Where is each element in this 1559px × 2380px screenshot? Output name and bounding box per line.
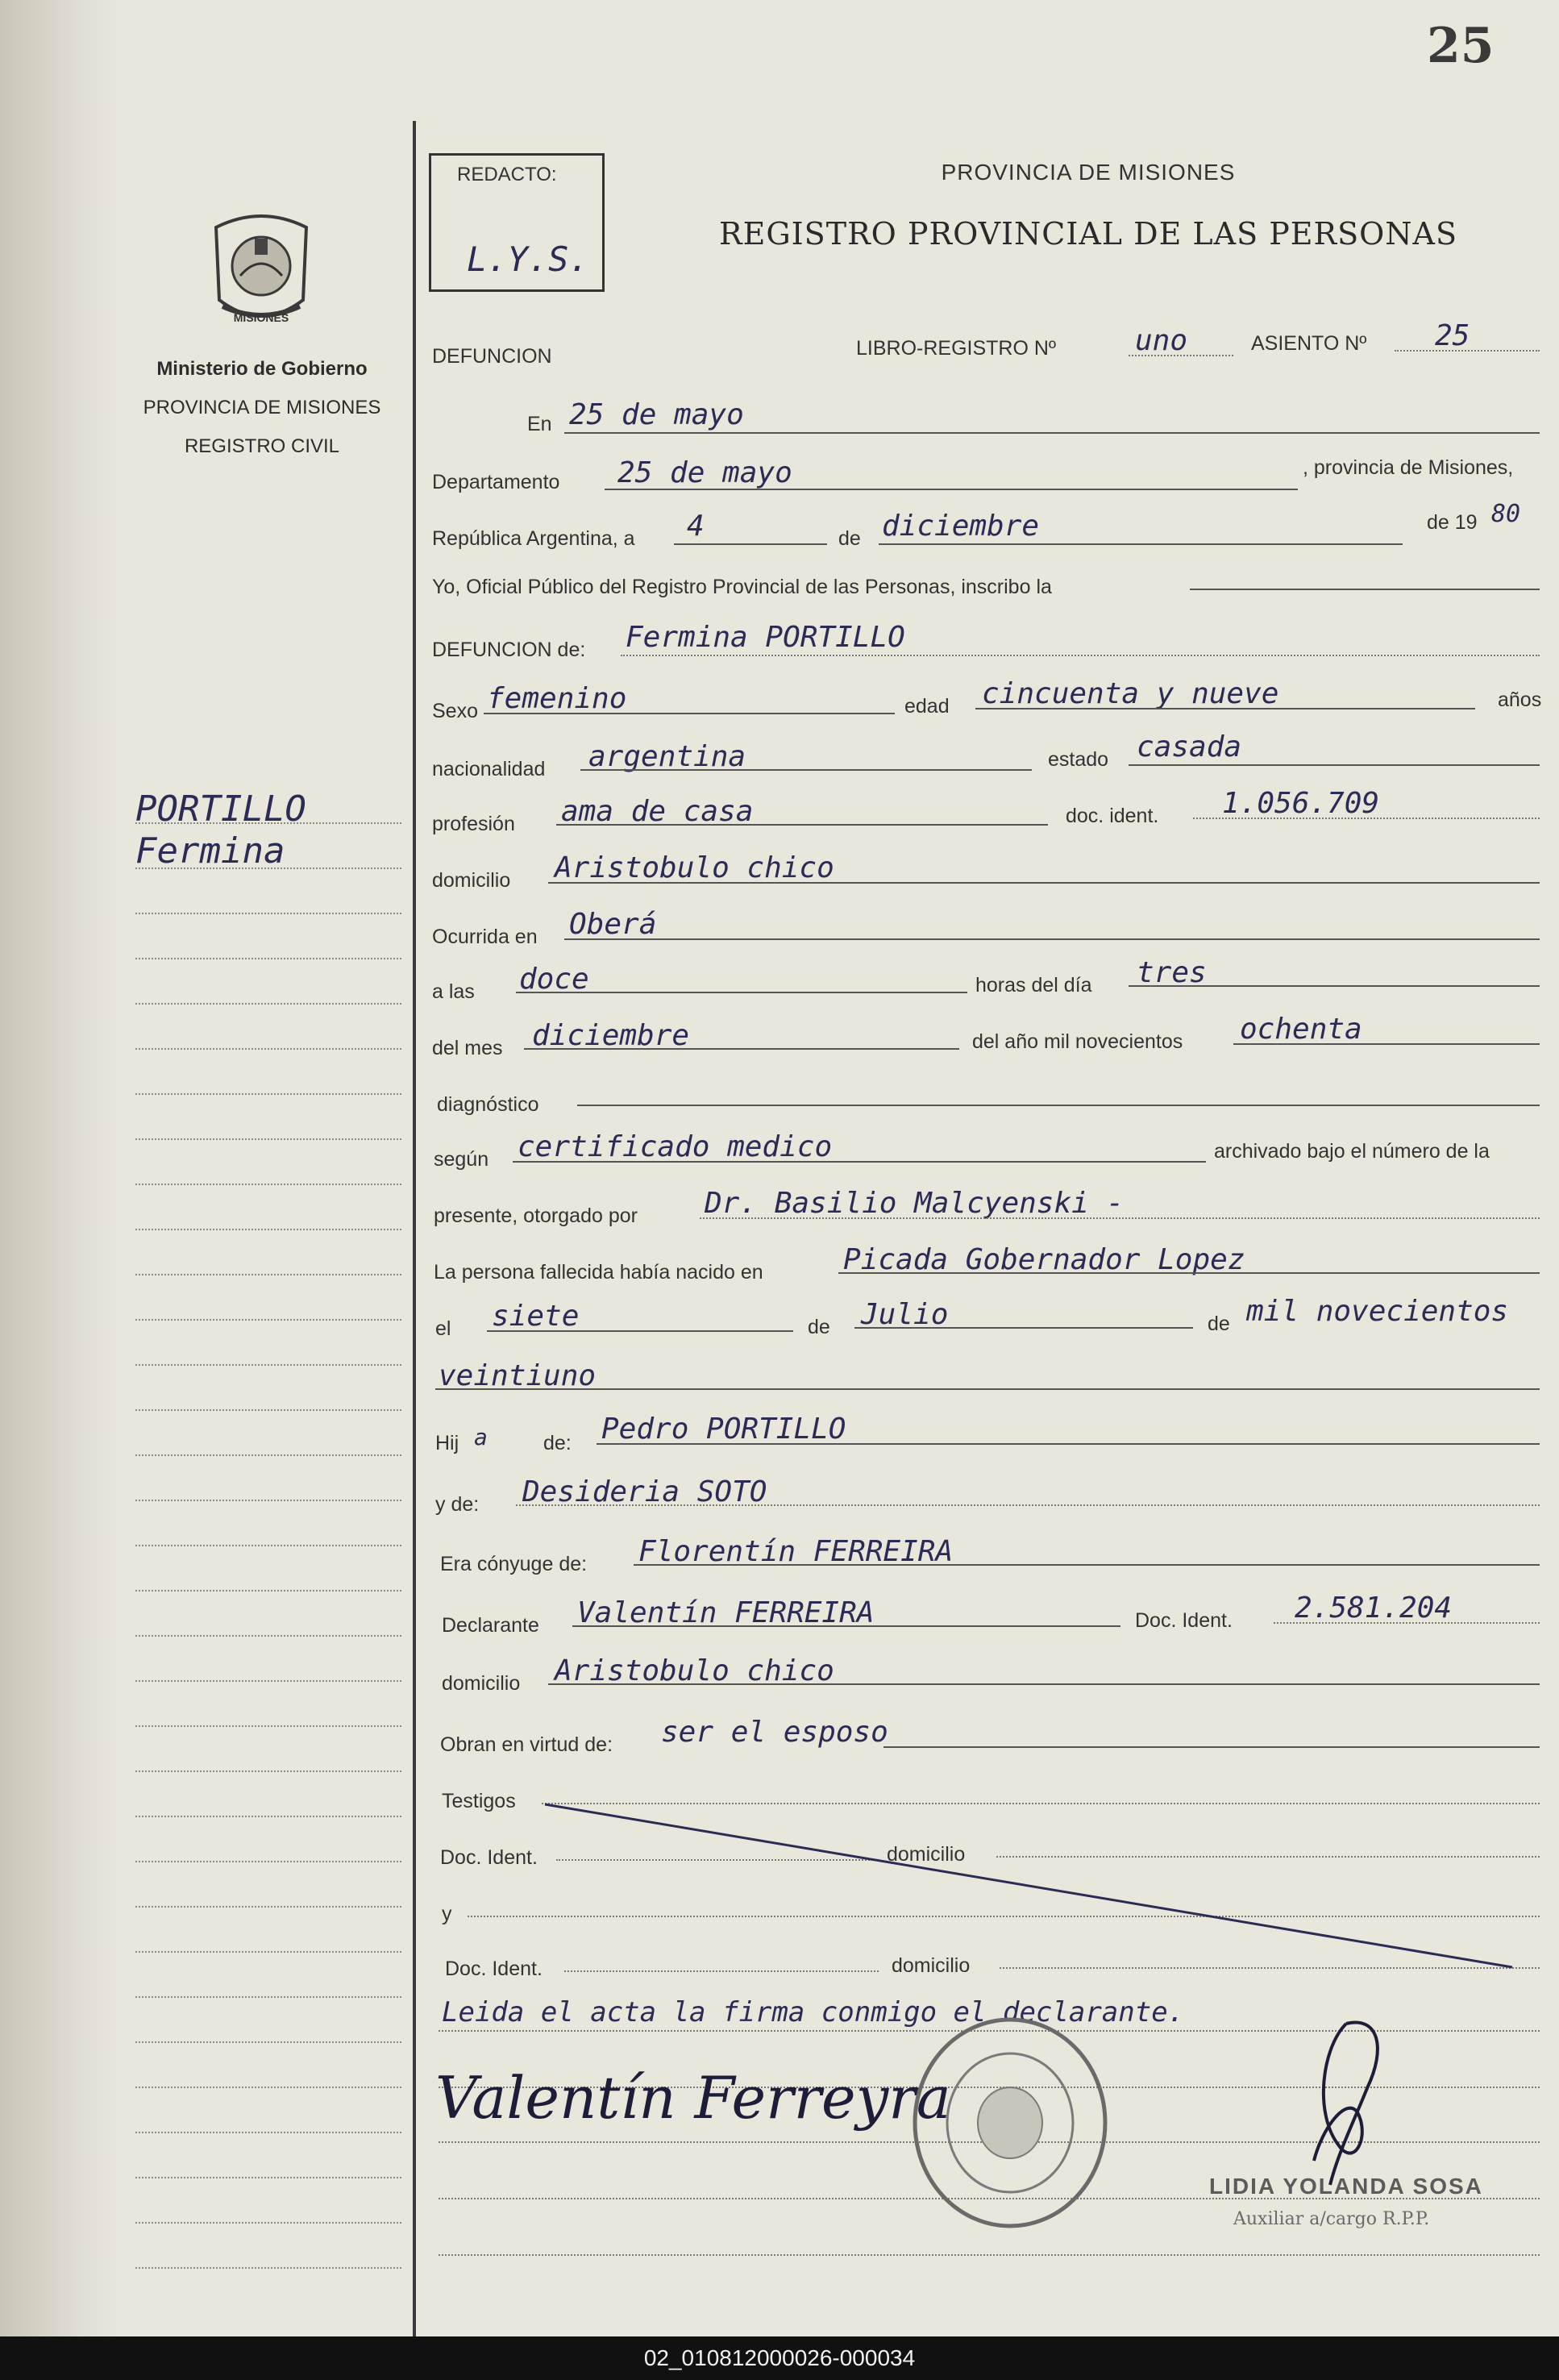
hija-suffix: a: [474, 1424, 488, 1450]
domicilio2-value: Aristobulo chico: [555, 1654, 834, 1687]
yo-label: Yo, Oficial Público del Registro Provincial de las Personas, inscribo la: [432, 576, 1052, 598]
departamento-value: 25 de mayo: [617, 456, 792, 489]
margin-given-name: Fermina: [135, 830, 285, 872]
sexo-label: Sexo: [432, 700, 478, 722]
sexo-value: femenino: [487, 682, 627, 715]
ocurrida-label: Ocurrida en: [432, 926, 538, 948]
hija-label: Hij: [435, 1432, 459, 1454]
en-label: En: [527, 413, 552, 435]
de2-label: de: [1208, 1313, 1230, 1335]
anos-label: años: [1498, 689, 1542, 711]
archivado-label: archivado bajo el número de la: [1214, 1140, 1490, 1163]
ano-value: ochenta: [1240, 1013, 1362, 1046]
nacido-label: La persona fallecida había nacido en: [434, 1261, 763, 1284]
estado-value: casada: [1137, 730, 1242, 764]
page-number: 25: [1427, 18, 1495, 74]
declarante-value: Valentín FERREIRA: [577, 1596, 875, 1629]
redacto-initials: L.Y.S.: [467, 239, 589, 279]
segun-value: certificado medico: [518, 1130, 833, 1163]
province-label: PROVINCIA DE MISIONES: [143, 397, 381, 418]
doc2-domicilio-label: domicilio: [892, 1954, 971, 1977]
declarant-signature: Valentín Ferreyra: [435, 2064, 951, 2132]
defuncion-de-label: DEFUNCION de:: [432, 639, 586, 661]
year-value: 80: [1491, 500, 1521, 528]
ano-nac-value: mil novecientos: [1246, 1295, 1509, 1328]
departamento-suffix: , provincia de Misiones,: [1303, 456, 1514, 479]
obran-value: ser el esposo: [661, 1716, 888, 1749]
horas-dia-label: horas del día: [975, 974, 1092, 997]
svg-text:MISIONES: MISIONES: [233, 311, 289, 324]
redacto-label: REDACTO:: [457, 164, 557, 185]
asiento-label: ASIENTO Nº: [1251, 332, 1367, 355]
declarante-doc-label: Doc. Ident.: [1135, 1609, 1233, 1632]
medico-value: Dr. Basilio Malcyenski -: [705, 1187, 1125, 1220]
presente-label: presente, otorgado por: [434, 1205, 638, 1227]
margin-surname: PORTILLO: [135, 788, 306, 830]
segun-label: según: [434, 1148, 489, 1171]
province-title: PROVINCIA DE MISIONES: [941, 160, 1236, 185]
el-label: el: [435, 1317, 451, 1340]
dia-nac-value: siete: [492, 1300, 580, 1333]
stamp-officer-name: LIDIA YOLANDA SOSA: [1209, 2174, 1483, 2199]
departamento-label: Departamento: [432, 471, 560, 493]
padre-value: Pedro PORTILLO: [601, 1413, 846, 1446]
edad-label: edad: [904, 695, 950, 718]
ano-label: del año mil novecientos: [972, 1030, 1183, 1053]
hija-de-label: de:: [543, 1432, 572, 1454]
doc1-domicilio-label: domicilio: [887, 1843, 966, 1866]
mes-value: diciembre: [532, 1019, 690, 1052]
year-label: de 19: [1427, 511, 1478, 534]
doc-ident-label: doc. ident.: [1066, 805, 1159, 827]
en-value: 25 de mayo: [569, 398, 744, 431]
declarante-label: Declarante: [442, 1614, 539, 1637]
a-las-label: a las: [432, 980, 475, 1003]
mes-nac-value: Julio: [861, 1298, 949, 1331]
de1-label: de: [808, 1316, 830, 1338]
image-id-footer: 02_010812000026-000034: [0, 2336, 1559, 2380]
conyuge-label: Era cónyuge de:: [440, 1553, 588, 1575]
profesion-label: profesión: [432, 813, 515, 835]
stamp-officer-role: Auxiliar a/cargo R.P.P.: [1233, 2209, 1430, 2229]
diagnostico-label: diagnóstico: [437, 1093, 539, 1116]
y-de-label: y de:: [435, 1493, 480, 1516]
domicilio-value: Aristobulo chico: [555, 851, 834, 884]
edad-value: cincuenta y nueve: [982, 677, 1279, 710]
del-mes-label: del mes: [432, 1037, 503, 1059]
deceased-name: Fermina PORTILLO: [626, 621, 905, 654]
conyuge-value: Florentín FERREIRA: [638, 1535, 954, 1568]
madre-value: Desideria SOTO: [522, 1475, 767, 1508]
nacido-value: Picada Gobernador Lopez: [843, 1243, 1245, 1276]
profesion-value: ama de casa: [561, 795, 754, 828]
testigos-label: Testigos: [442, 1790, 516, 1812]
month-value: diciembre: [882, 510, 1040, 543]
y-label: y: [442, 1903, 452, 1925]
nacionalidad-label: nacionalidad: [432, 758, 546, 780]
doc1-label: Doc. Ident.: [440, 1846, 538, 1869]
republica-label: República Argentina, a: [432, 527, 635, 550]
obran-label: Obran en virtud de:: [440, 1733, 613, 1756]
leida-text: Leida el acta la firma conmigo el declarante.: [442, 1996, 1185, 2028]
domicilio-label: domicilio: [432, 869, 511, 892]
domicilio2-label: domicilio: [442, 1672, 521, 1695]
dia-value: tres: [1137, 956, 1207, 989]
libro-value: uno: [1135, 324, 1188, 357]
act-type-label: DEFUNCION: [432, 345, 552, 368]
doc-ident-value: 1.056.709: [1222, 787, 1380, 820]
nacionalidad-value: argentina: [588, 740, 746, 773]
registry-title: REGISTRO PROVINCIAL DE LAS PERSONAS: [718, 216, 1458, 252]
asiento-value: 25: [1435, 319, 1470, 352]
day-value: 4: [687, 510, 705, 543]
hora-value: doce: [519, 963, 589, 996]
civil-registry-label: REGISTRO CIVIL: [184, 435, 340, 457]
official-round-stamp-icon: [909, 2014, 1111, 2232]
ministry-label: Ministerio de Gobierno: [156, 358, 368, 380]
declarante-doc-value: 2.581.204: [1295, 1592, 1453, 1625]
official-signature-icon: [1290, 2016, 1403, 2193]
de-label: de: [838, 527, 861, 550]
ano-nac-cont: veintiuno: [439, 1359, 597, 1392]
libro-label: LIBRO-REGISTRO Nº: [856, 337, 1057, 360]
ocurrida-value: Oberá: [569, 908, 657, 941]
estado-label: estado: [1048, 748, 1109, 771]
doc2-label: Doc. Ident.: [445, 1958, 543, 1980]
